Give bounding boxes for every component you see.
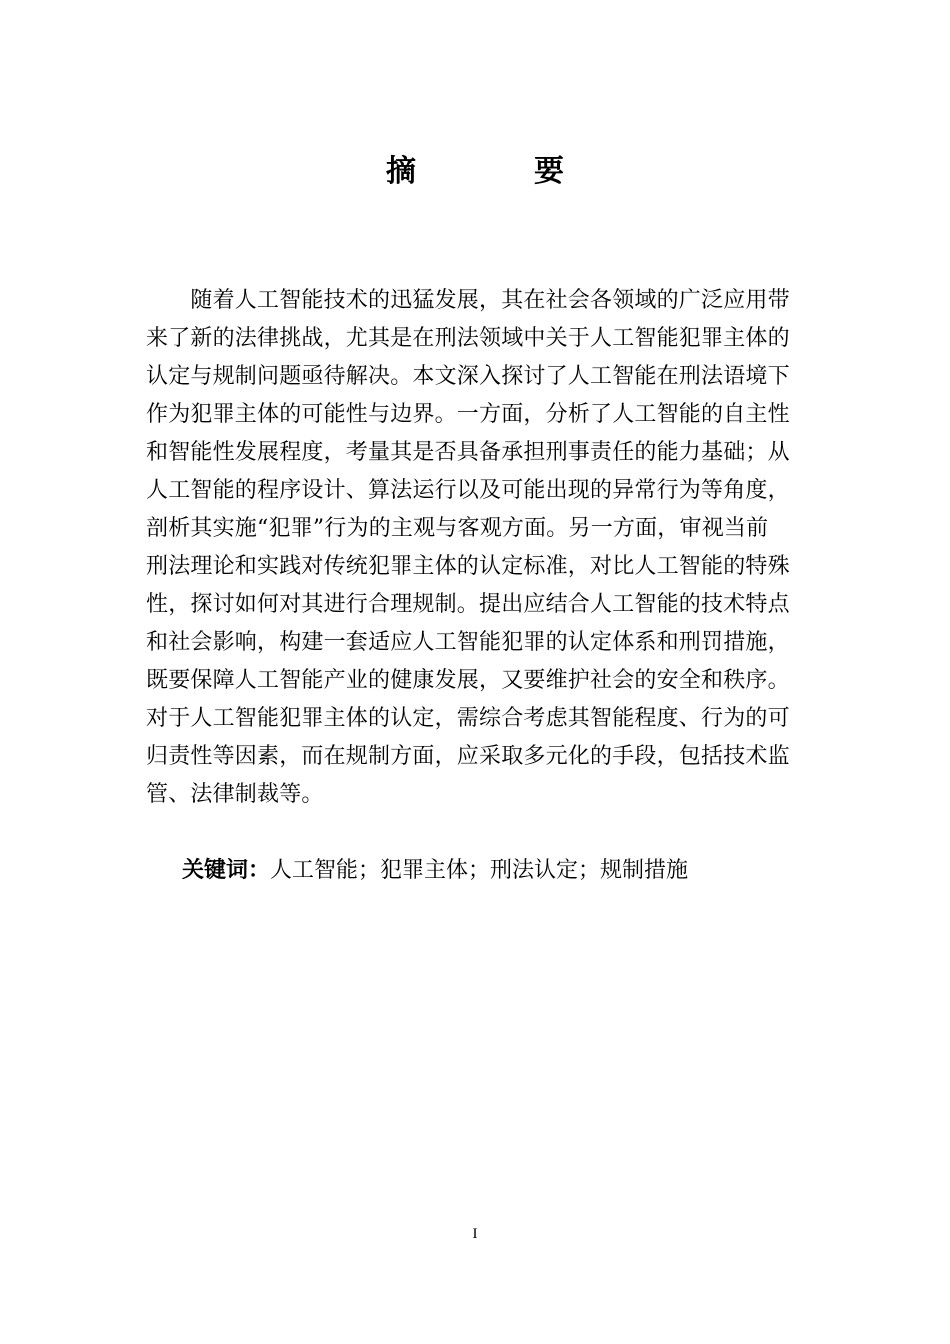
page-number: I [472, 1226, 478, 1242]
abstract-line: 和社会影响，构建一套适应人工智能犯罪的认定体系和刑罚措施， [146, 630, 790, 655]
keywords-text: 人工智能；犯罪主体；刑法认定；规制措施 [270, 858, 689, 883]
abstract-line: 既要保障人工智能产业的健康发展，又要维护社会的安全和秩序。 [146, 668, 790, 693]
keywords-line [182, 852, 688, 890]
page-title: 摘 要 [386, 154, 608, 189]
abstract-line: 归责性等因素，而在规制方面，应采取多元化的手段，包括技术监 [146, 744, 790, 769]
abstract-line: 和智能性发展程度，考量其是否具备承担刑事责任的能力基础；从 [146, 440, 790, 465]
abstract-line: 人工智能的程序设计、算法运行以及可能出现的异常行为等角度， [146, 478, 790, 503]
abstract-line: 作为犯罪主体的可能性与边界。一方面，分析了人工智能的自主性 [146, 402, 790, 427]
abstract-line: 认定与规制问题亟待解决。本文深入探讨了人工智能在刑法语境下 [146, 364, 790, 389]
abstract-line: 剖析其实施“犯罪”行为的主观与客观方面。另一方面，审视当前 [146, 516, 769, 541]
keywords-label: 关键词： [182, 858, 271, 883]
abstract-line: 对于人工智能犯罪主体的认定，需综合考虑其智能程度、行为的可 [146, 706, 790, 731]
abstract-line: 刑法理论和实践对传统犯罪主体的认定标准，对比人工智能的特殊 [146, 554, 790, 579]
abstract-line: 性，探讨如何对其进行合理规制。提出应结合人工智能的技术特点 [146, 592, 790, 617]
abstract-line: 随着人工智能技术的迅猛发展，其在社会各领域的广泛应用带 [146, 288, 790, 313]
abstract-line: 管、法律制裁等。 [146, 782, 324, 807]
abstract-body [146, 282, 806, 814]
abstract-line: 来了新的法律挑战，尤其是在刑法领域中关于人工智能犯罪主体的 [146, 326, 790, 351]
